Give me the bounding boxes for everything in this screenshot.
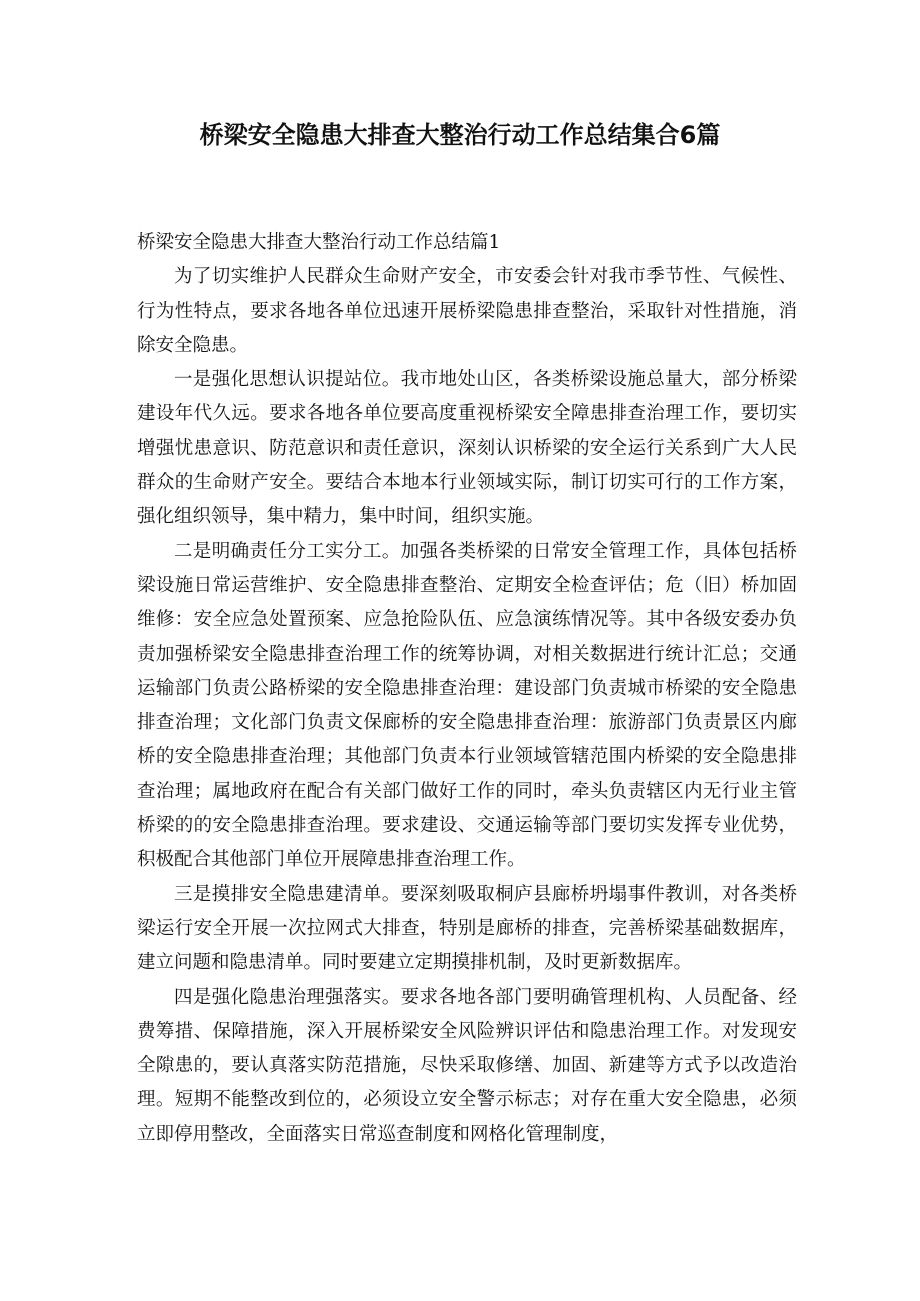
document-title: 桥梁安全隐患大排查大整治行动工作总结集合6篇 bbox=[199, 121, 721, 149]
section-heading: 桥梁安全隐患大排查大整治行动工作总结篇1 bbox=[137, 232, 501, 253]
paragraph-intro: 为了切实维护人民群众生命财产安全，市安委会针对我市季节性、气候性、行为性特点，要求各地各单位迅速开展桥梁隐患排查整治，采取针对性措施，消除安全隐患。 bbox=[137, 266, 797, 356]
paragraph-point-2: 二是明确责任分工实分工。加强各类桥梁的日常安全管理工作，具体包括桥梁设施日常运营维护、安全隐患排查整治、定期安全检查评估；危（旧）桥加固维修：安全应急处置预案、应急抢险队伍、应急演练情况等。其中各级安委办负责加强桥梁安全隐患排查治理工作的统筹协调，对相关数据进行统计汇总；交通运输部门负责公路桥梁的安全隐患排查治理：建设部门负责城市桥梁的安全隐患排查治理；文化部门负责文保廊桥的安全隐患排查治理：旅游部门负责景区内廊桥的安全隐患排查治理；其他部门负责本行业领域管辖范围内桥梁的安全隐患排查治理；属地政府在配合有关部门做好工作的同时，牵头负责辖区内无行业主管桥梁的的安全隐患排查治理。要求建设、交通运输等部门要切实发挥专业优势，积极配合其他部门单位开展障患排查治理工作。 bbox=[137, 540, 797, 871]
paragraph-point-3: 三是摸排安全隐患建清单。要深刻吸取桐庐县廊桥坍塌事件教训，对各类桥梁运行安全开展一次拉网式大排查，特别是廊桥的排查，完善桥梁基础数据库，建立问题和隐患清单。同时要建立定期摸排机制，及时更新数据库。 bbox=[137, 883, 797, 974]
paragraph-point-4: 四是强化隐患治理强落实。要求各地各部门要明确管理机构、人员配备、经费筹措、保障措施，深入开展桥梁安全风险辨识评估和隐患治理工作。对发现安全隙患的，要认真落实防范措施，尽快采取修缮、加固、新建等方式予以改造治理。短期不能整改到位的，必须设立安全警示标志；对存在重大安全隐患，必须立即停用整改，全面落实日常巡查制度和网格化管理制度， bbox=[137, 986, 797, 1145]
paragraph-point-1: 一是强化思想认识提站位。我市地处山区，各类桥梁设施总量大，部分桥梁建设年代久远。要求各地各单位要高度重视桥梁安全障患排查治理工作，要切实增强忧患意识、防范意识和责任意识，深刻认识桥梁的安全运行关系到广大人民群众的生命财产安全。要结合本地本行业领域实际，制订切实可行的工作方案，强化组织领导，集中精力，集中时间，组织实施。 bbox=[137, 369, 797, 528]
document-body bbox=[137, 226, 797, 1152]
